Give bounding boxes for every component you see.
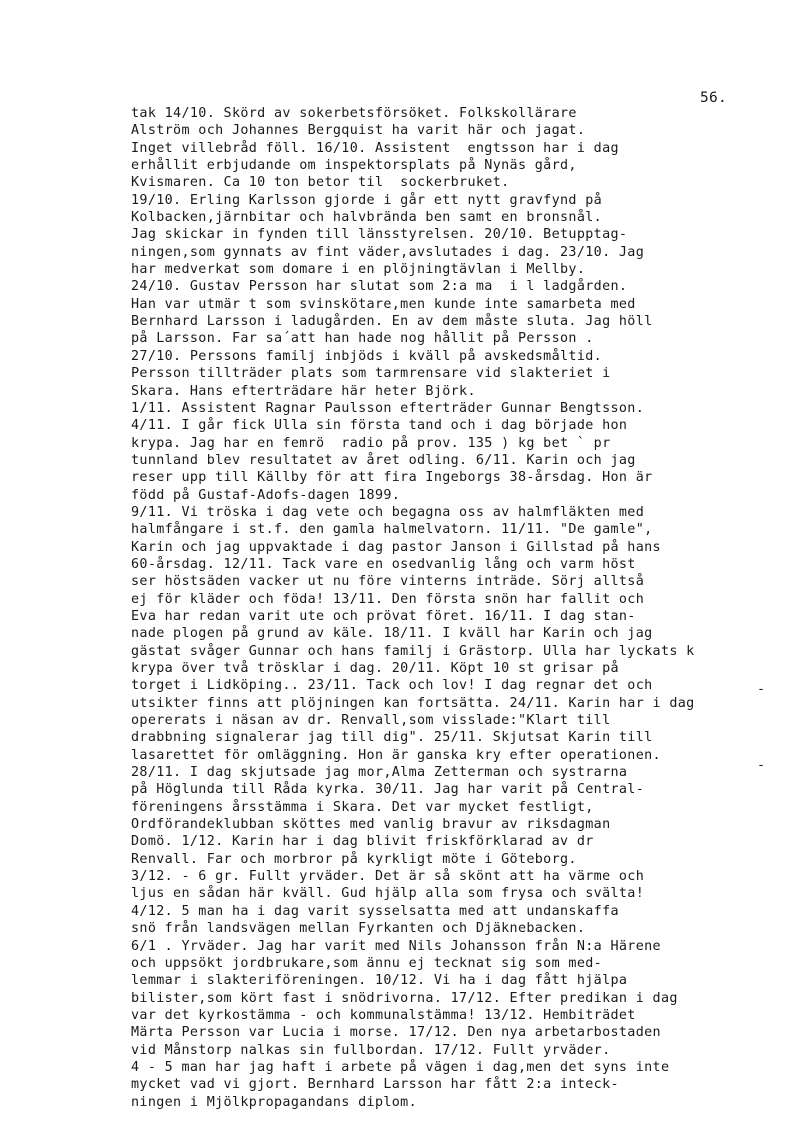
text-line: 1/11. Assistent Ragnar Paulsson efterträder Gunnar Bengtsson.	[131, 400, 645, 416]
text-line: gästat svåger Gunnar och hans familj i Grästorp. Ulla har lyckats k	[131, 643, 695, 659]
text-line: halmfångare i st.f. den gamla halmelvatorn. 11/11. "De gamle",	[131, 522, 653, 538]
text-line: på Höglunda till Råda kyrka. 30/11. Jag har varit på Central-	[131, 782, 645, 798]
text-line: tak 14/10. Skörd av sokerbetsförsöket. Folkskollärare	[131, 106, 577, 121]
text-line: lasarettet för omläggning. Hon är ganska kry efter operationen.	[131, 747, 661, 763]
text-line: Kvismaren. Ca 10 ton betor til sockerbruket.	[131, 175, 510, 191]
text-line: Inget villebråd föll. 16/10. Assistent engtsson har i dag	[131, 140, 619, 156]
text-line: Skara. Hans efterträdare här heter Björk.	[131, 383, 476, 399]
text-line: erhållit erbjudande om inspektorsplats på Nynäs gård,	[131, 158, 577, 174]
text-line: reser upp till Källby för att fira Ingeborgs 38-årsdag. Hon är	[131, 470, 653, 486]
text-line: 28/11. I dag skjutsade jag mor,Alma Zetterman och systrarna	[131, 765, 628, 781]
margin-mark: -	[757, 758, 766, 773]
text-line: 60-årsdag. 12/11. Tack vare en osedvanlig lång och varm höst	[131, 556, 636, 572]
text-line: har medverkat som domare i en plöjningtävlan i Mellby.	[131, 262, 586, 278]
margin-mark: -	[757, 682, 766, 697]
page-number: 56.	[700, 90, 728, 106]
text-line: ningen,som gynnats av fint väder,avslutades i dag. 23/10. Jag	[131, 244, 645, 260]
text-line: 19/10. Erling Karlsson gjorde i går ett nytt gravfynd på	[131, 192, 603, 208]
text-line: snö från landsvägen mellan Fyrkanten och Djäknebacken.	[131, 921, 586, 937]
text-line: och uppsökt jordbrukare,som ännu ej tecknat sig som med-	[131, 955, 603, 971]
text-line: 4/12. 5 man ha i dag varit sysselsatta med att undanskaffa	[131, 903, 619, 919]
text-line: 4 - 5 man har jag haft i arbete på vägen i dag,men det syns inte	[131, 1059, 670, 1075]
text-line: föreningens årsstämma i Skara. Det var mycket festligt,	[131, 799, 594, 815]
text-line: bilister,som kört fast i snödrivorna. 17/12. Efter predikan i dag	[131, 990, 678, 1006]
text-line: ningen i Mjölkpropagandans diplom.	[131, 1094, 418, 1110]
typewritten-text	[131, 105, 791, 1111]
text-line: krypa. Jag har en femrö radio på prov. 135 ) kg bet ` pr	[131, 435, 611, 451]
text-line: Eva har redan varit ute och prövat föret. 16/11. I dag stan-	[131, 608, 636, 624]
text-line: ej för kläder och föda! 13/11. Den första snön har fallit och	[131, 591, 645, 607]
text-line: 4/11. I går fick Ulla sin första tand och i dag började hon	[131, 418, 628, 434]
text-line: nade plogen på grund av käle. 18/11. I kväll har Karin och jag	[131, 626, 653, 642]
text-line: var det kyrkostämma - och kommunalstämma! 13/12. Hembiträdet	[131, 1007, 636, 1023]
text-line: utsikter finns att plöjningen kan fortsätta. 24/11. Karin har i dag	[131, 695, 695, 711]
text-line: Ordförandeklubban sköttes med vanlig bravur av riksdagman	[131, 817, 611, 833]
text-line: Domö. 1/12. Karin har i dag blivit friskförklarad av dr	[131, 834, 594, 850]
text-line: 6/1 . Yrväder. Jag har varit med Nils Johansson från N:a Härene	[131, 938, 661, 954]
text-line: tunnland blev resultatet av året odling. 6/11. Karin och jag	[131, 452, 636, 468]
text-line: Han var utmär t som svinskötare,men kunde inte samarbeta med	[131, 296, 636, 312]
text-line: Alström och Johannes Bergquist ha varit här och jagat.	[131, 123, 586, 139]
text-line: Kolbacken,järnbitar och halvbrända ben samt en bronsnål.	[131, 210, 603, 226]
text-line: opererats i näsan av dr. Renvall,som visslade:"Klart till	[131, 713, 611, 729]
text-line: Persson tillträder plats som tarmrensare vid slakteriet i	[131, 366, 611, 382]
text-line: krypa över två trösklar i dag. 20/11. Köpt 10 st grisar på	[131, 661, 619, 676]
text-line: Bernhard Larsson i ladugården. En av dem måste sluta. Jag höll	[131, 314, 653, 330]
text-line: Jag skickar in fynden till länsstyrelsen. 20/10. Betupptag-	[131, 227, 628, 243]
text-line: torget i Lidköping.. 23/11. Tack och lov! I dag regnar det och	[131, 678, 653, 694]
text-line: drabbning signalerar jag till dig". 25/11. Skjutsat Karin till	[131, 730, 653, 746]
text-line: Märta Persson var Lucia i morse. 17/12. Den nya arbetarbostaden	[131, 1025, 661, 1041]
text-line: Karin och jag uppvaktade i dag pastor Janson i Gillstad på hans	[131, 539, 661, 555]
text-line: 9/11. Vi tröska i dag vete och begagna oss av halmfläkten med	[131, 504, 645, 520]
text-line: lemmar i slakteriföreningen. 10/12. Vi ha i dag fått hjälpa	[131, 973, 628, 989]
text-line: 24/10. Gustav Persson har slutat som 2:a ma i l ladgården.	[131, 279, 628, 295]
text-line: Renvall. Far och morbror på kyrkligt möte i Göteborg.	[131, 851, 577, 867]
text-line: ser höstsäden vacker ut nu före vinterns inträde. Sörj alltså	[131, 574, 645, 590]
text-line: 27/10. Perssons familj inbjöds i kväll på avskedsmåltid.	[131, 348, 603, 364]
text-line: vid Månstorp nalkas sin fullbordan. 17/12. Fullt yrväder.	[131, 1042, 611, 1058]
text-line: ljus en sådan här kväll. Gud hjälp alla som frysa och svälta!	[131, 886, 645, 902]
text-line: på Larsson. Far sa´att han hade nog hållit på Persson .	[131, 331, 594, 347]
text-line: mycket vad vi gjort. Bernhard Larsson har fått 2:a inteck-	[131, 1077, 619, 1093]
text-line: 3/12. - 6 gr. Fullt yrväder. Det är så skönt att ha värme och	[131, 869, 645, 885]
text-line: född på Gustaf-Adofs-dagen 1899.	[131, 487, 401, 503]
